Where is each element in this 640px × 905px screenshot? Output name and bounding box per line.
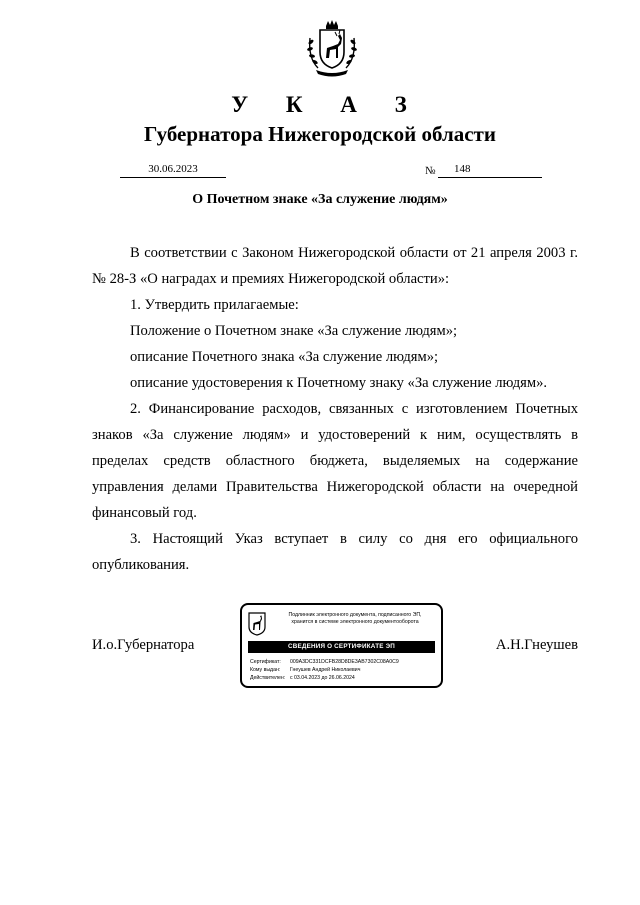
issuer-title: Губернатора Нижегородской области (144, 122, 496, 146)
paragraph-approved-regulation: Положение о Почетном знаке «За служение людям»; (130, 323, 458, 339)
document-type-title: У К А З (231, 92, 423, 117)
number-label: № (425, 165, 436, 177)
deer-emblem-icon (248, 612, 266, 636)
paragraph-approved-badge-description: описание Почетного знака «За служение людям»; (130, 349, 439, 365)
certificate-info-banner: СВЕДЕНИЯ О СЕРТИФИКАТЕ ЭП (248, 641, 435, 653)
stamp-notice-line-1: Подлинник электронного документа, подписанного ЭП, (288, 612, 422, 618)
paragraph-item-3: 3. Настоящий Указ вступает в силу со дня его официального опубликования. (92, 531, 578, 573)
signatory-name: А.Н.Гнеушев (495, 637, 578, 653)
validity-value: с 03.04.2023 до 26.06.2024 (290, 675, 355, 681)
certificate-details (250, 658, 438, 682)
certificate-value: 009A3DC331DCFB28D8DE3AB7302C08A0C9 (290, 659, 399, 665)
validity-label: Действителен: (250, 675, 286, 681)
document-heading: О Почетном знаке «За служение людям» (192, 192, 448, 207)
signatory-position: И.о.Губернатора (92, 637, 195, 653)
document-number: 148 (454, 163, 471, 175)
stamp-notice (272, 612, 438, 626)
electronic-signature-stamp (240, 603, 443, 688)
validity-row (250, 674, 438, 682)
paragraph-approved-certificate-description: описание удостоверения к Почетному знаку «За служение людям». (130, 375, 548, 391)
issued-to-row (250, 666, 438, 674)
paragraph-preamble: В соответствии с Законом Нижегородской области от 21 апреля 2003 г. № 28-З «О наградах и премиях Нижегородской области»: (92, 245, 578, 287)
paragraph-item-1: 1. Утвердить прилагаемые: (130, 297, 299, 313)
paragraph-item-2: 2. Финансирование расходов, связанных с изготовлением Почетных знаков «За служение людям» и удостоверений к ним, осуществлять в пределах средств областного бюджета, выделяемых на содержание управления делами Правительства Нижегородской области на очередной финансовый год. (92, 401, 578, 521)
certificate-label: Сертификат: (250, 659, 281, 665)
document-body (92, 240, 578, 578)
certificate-row (250, 658, 438, 666)
issued-to-value: Гнеушев Андрей Николаевич (290, 667, 361, 673)
issued-to-label: Кому выдан: (250, 667, 281, 673)
document-number-field (438, 162, 542, 178)
document-date: 30.06.2023 (120, 162, 226, 178)
coat-of-arms-icon (300, 18, 364, 78)
stamp-notice-line-2: хранится в системе электронного документооборота (291, 619, 419, 625)
